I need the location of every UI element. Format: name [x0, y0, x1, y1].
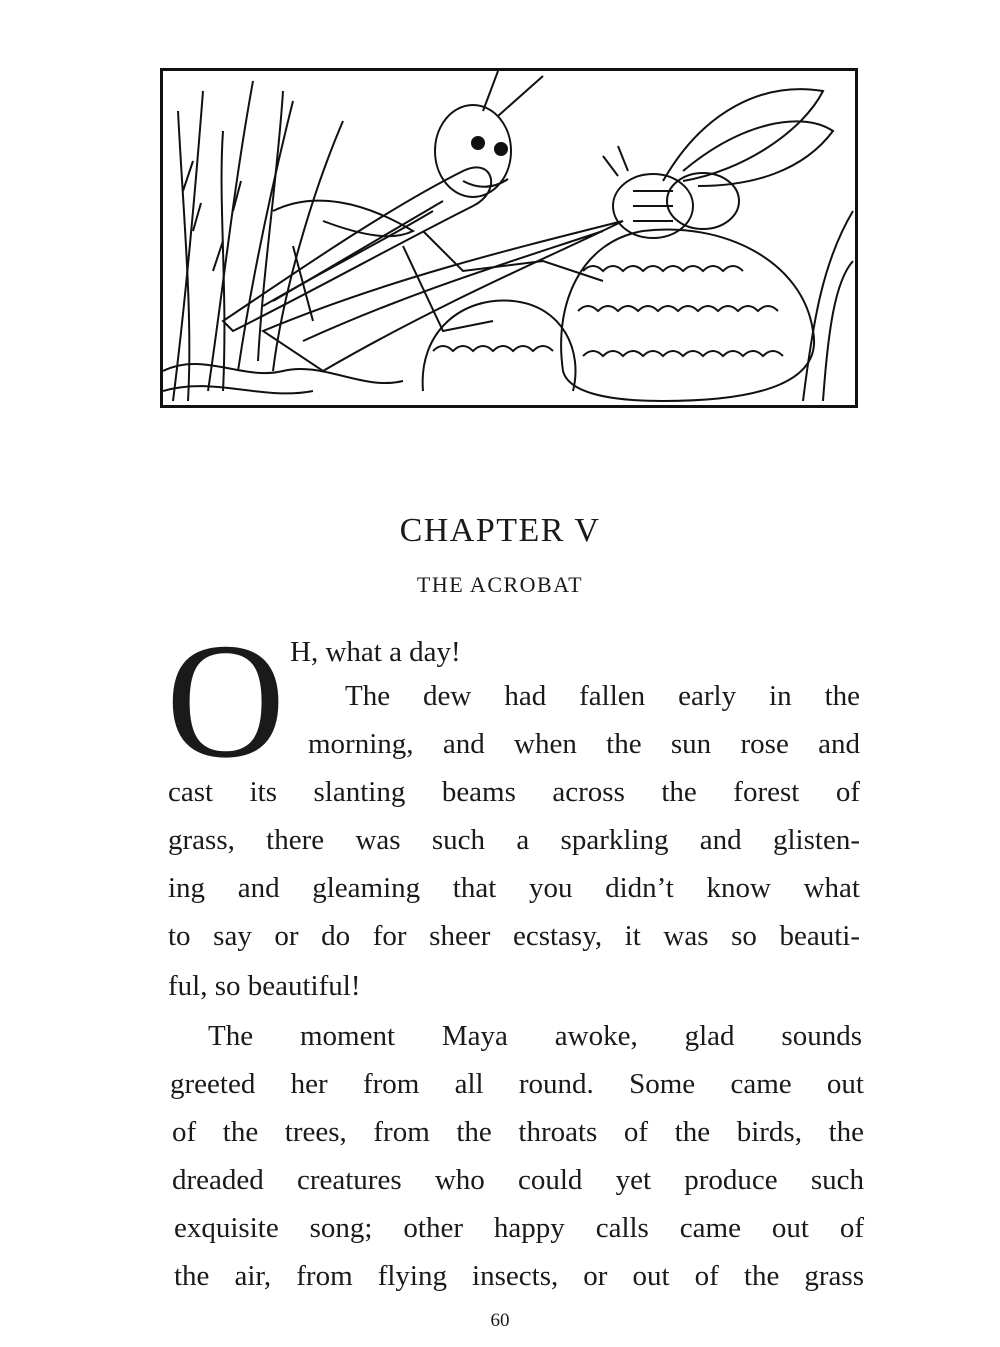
text-line: dreaded creatures who could yet produce such — [172, 1164, 864, 1196]
text-line: cast its slanting beams across the forest of — [168, 776, 860, 808]
chapter-title: CHAPTER V — [399, 512, 601, 549]
text-line: ful, so beautiful! — [168, 970, 361, 1002]
drop-cap: O — [166, 609, 286, 792]
text-line: to say or do for sheer ecstasy, it was so beauti- — [168, 920, 860, 952]
text-line: The dew had fallen early in the — [345, 680, 860, 712]
chapter-illustration — [160, 68, 858, 408]
text-line: H, what a day! — [290, 636, 461, 668]
text-line: the air, from flying insects, or out of the grass — [174, 1260, 864, 1292]
text-line: morning, and when the sun rose and — [308, 728, 860, 760]
text-line: exquisite song; other happy calls came out of — [174, 1212, 864, 1244]
text-line: greeted her from all round. Some came out — [170, 1068, 864, 1100]
text-line: The moment Maya awoke, glad sounds — [208, 1020, 862, 1052]
text-line: ing and gleaming that you didn’t know what — [168, 872, 860, 904]
text-line: grass, there was such a sparkling and glisten- — [168, 824, 860, 856]
page-number: 60 — [490, 1310, 510, 1331]
grasshopper-and-bee-illustration — [163, 71, 855, 405]
chapter-subtitle: THE ACROBAT — [416, 572, 584, 597]
text-line: of the trees, from the throats of the birds, the — [172, 1116, 864, 1148]
